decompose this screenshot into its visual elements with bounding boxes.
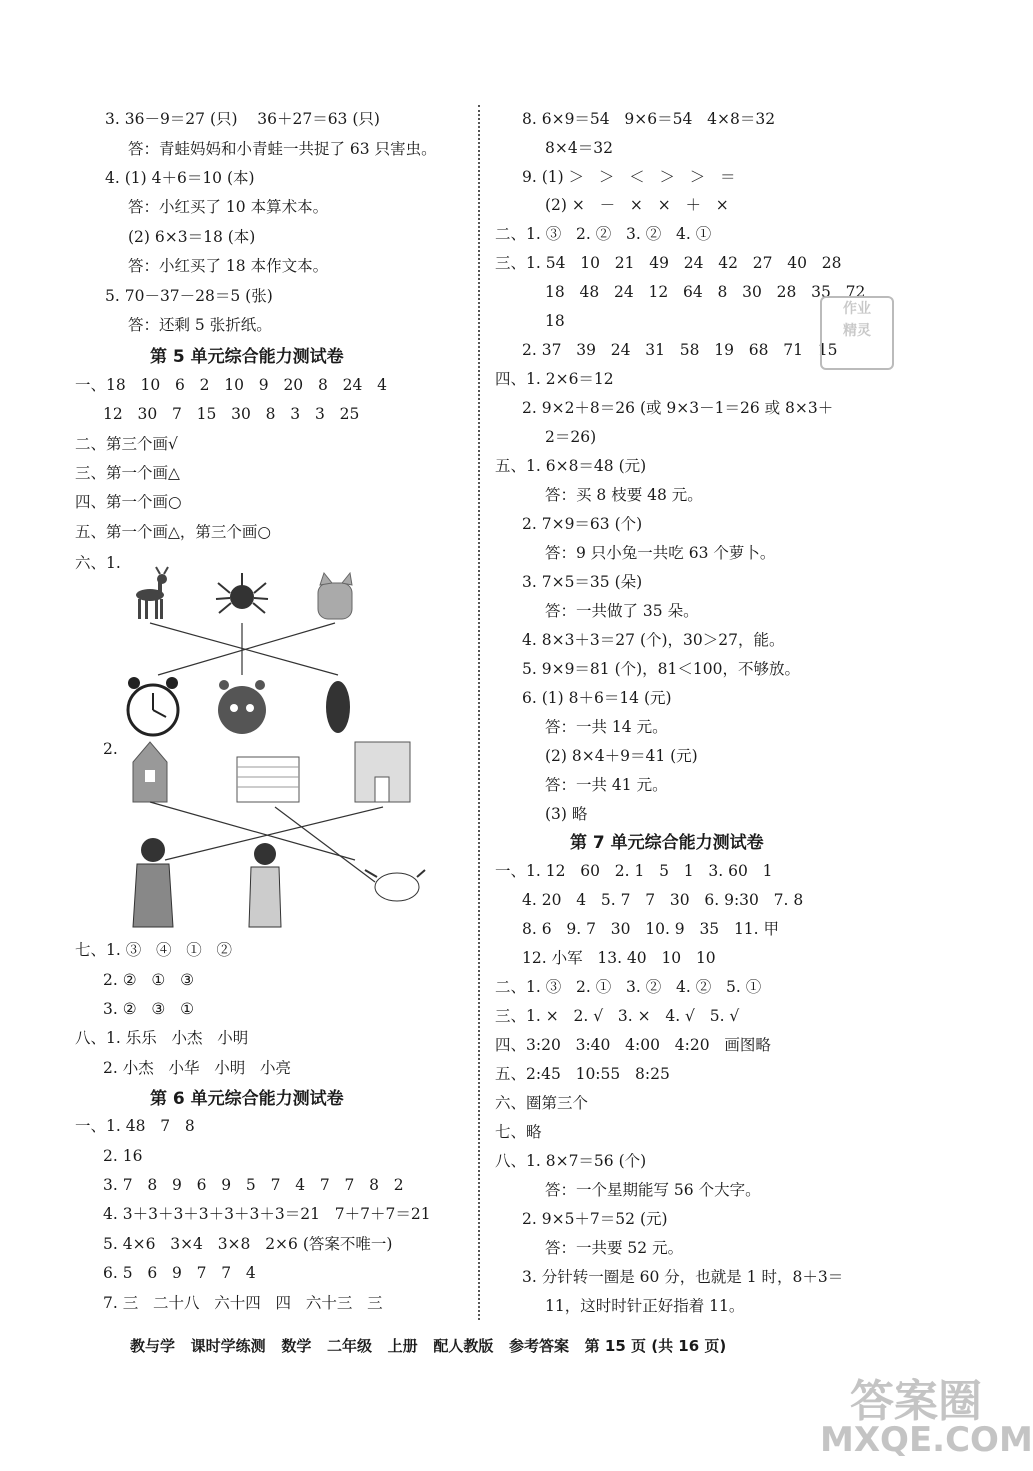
answer-line: 5. 70－37－28＝5 (张) — [105, 287, 273, 305]
answer-line: 4. 8×3＋3＝27 (个)，30＞27，能。 — [522, 631, 785, 649]
page-footer: 教与学 课时学练测 数学 二年级 上册 配人教版 参考答案 第 15 页 (共 16 页) — [130, 1337, 727, 1355]
matching-figure-1 — [120, 565, 370, 740]
answer-line: 答：小红买了 18 本作文本。 — [128, 257, 329, 275]
answer-line: 12. 小军 13. 40 10 10 — [522, 949, 716, 967]
answer-line: 三、1. 54 10 21 49 24 42 27 40 28 — [495, 254, 842, 272]
cat-icon — [318, 573, 352, 619]
answer-line: 11，这时时针正好指着 11。 — [545, 1297, 745, 1315]
section-heading: 第 5 单元综合能力测试卷 — [150, 347, 344, 367]
answer-line: 五、2:45 10:55 8:25 — [495, 1065, 670, 1083]
answer-line: 答：小红买了 10 本算术本。 — [128, 198, 329, 216]
girl-icon — [133, 838, 173, 927]
answer-line: 3. 7×5＝35 (朵) — [522, 573, 643, 591]
answer-line: 2. 7×9＝63 (个) — [522, 515, 643, 533]
answer-line: 答：9 只小兔一共吃 63 个萝卜。 — [545, 544, 776, 562]
answer-line: 答：还剩 5 张折纸。 — [128, 316, 272, 334]
answer-line: 三、1. × 2. √ 3. × 4. √ 5. √ — [495, 1007, 740, 1025]
answer-line: 2. 16 — [103, 1147, 143, 1165]
answer-line: 答：青蛙妈妈和小青蛙一共捉了 63 只害虫。 — [128, 140, 437, 158]
answer-line: 18 48 24 12 64 8 30 28 35 72 — [545, 283, 866, 301]
bird-icon — [365, 870, 425, 901]
answer-line: 七、略 — [495, 1123, 542, 1141]
answer-line: 八、1. 8×7＝56 (个) — [495, 1152, 647, 1170]
column-divider — [478, 105, 480, 1320]
answer-line: 2. 37 39 24 31 58 19 68 71 15 — [522, 341, 838, 359]
section-heading: 第 6 单元综合能力测试卷 — [150, 1089, 344, 1109]
stamp-top-text: 作业 — [843, 301, 871, 317]
round-clock-icon — [218, 680, 266, 734]
answer-line: 答：一共做了 35 朵。 — [545, 602, 699, 620]
alarm-clock-icon — [128, 677, 178, 735]
answer-line: (3) 略 — [545, 805, 588, 823]
answer-line: (2) 6×3＝18 (本) — [128, 228, 256, 246]
answer-line: 答：一共 41 元。 — [545, 776, 668, 794]
answer-line: 六、圈第三个 — [495, 1094, 589, 1112]
answer-line: 3. 36－9＝27 (只) 36＋27＝63 (只) — [105, 110, 380, 128]
answer-line: 一、1. 48 7 8 — [75, 1117, 195, 1135]
answer-line: 2. 小杰 小华 小明 小亮 — [103, 1059, 292, 1077]
answer-line: 5. 4×6 3×4 3×8 2×6 (答案不唯一) — [103, 1235, 393, 1253]
answer-line: (2) 8×4＋9＝41 (元) — [545, 747, 698, 765]
watermark-logo: 答案圈 — [850, 1376, 982, 1427]
answer-line: 2. ② ① ③ — [103, 971, 194, 989]
section-heading: 第 7 单元综合能力测试卷 — [570, 833, 764, 853]
answer-line: 四、3:20 3:40 4:00 4:20 画图略 — [495, 1036, 771, 1054]
answer-line: 6. 5 6 9 7 7 4 — [103, 1264, 256, 1282]
answer-line: 2. — [103, 740, 118, 758]
answer-line: 六、1. — [75, 554, 121, 572]
answer-line: 答：一共要 52 元。 — [545, 1239, 684, 1257]
answer-line: 五、1. 6×8＝48 (元) — [495, 457, 647, 475]
answer-line: 四、1. 2×6＝12 — [495, 370, 614, 388]
answer-line: 5. 9×9＝81 (个)，81＜100，不够放。 — [522, 660, 800, 678]
answer-line: 二、1. ③ 2. ② 3. ② 4. ① — [495, 225, 712, 243]
answer-line: 6. (1) 8＋6＝14 (元) — [522, 689, 672, 707]
answer-line: 3. 分针转一圈是 60 分，也就是 1 时，8＋3＝ — [522, 1268, 844, 1286]
answer-line: 8. 6×9＝54 9×6＝54 4×8＝32 — [522, 110, 776, 128]
gate-icon — [355, 742, 410, 802]
answer-line: 8. 6 9. 7 30 10. 9 35 11. 甲 — [522, 920, 780, 938]
answer-line: 2. 9×5＋7＝52 (元) — [522, 1210, 668, 1228]
answer-line: 八、1. 乐乐 小杰 小明 — [75, 1029, 249, 1047]
answer-line: 4. 3＋3＋3＋3＋3＋3＋3＝21 7＋7＋7＝21 — [103, 1205, 431, 1223]
answer-line: 答：一共 14 元。 — [545, 718, 668, 736]
answer-line: 答：买 8 枝要 48 元。 — [545, 486, 703, 504]
answer-line: 2＝26) — [545, 428, 597, 446]
answer-line: 7. 三 二十八 六十四 四 六十三 三 — [103, 1294, 383, 1312]
answer-line: 12 30 7 15 30 8 3 3 25 — [103, 405, 360, 423]
answer-line: 8×4＝32 — [545, 139, 613, 157]
answer-line: 答：一个星期能写 56 个大字。 — [545, 1181, 761, 1199]
boy-icon — [249, 843, 281, 927]
answer-line: 五、第一个画△，第三个画○ — [75, 523, 271, 541]
spider-icon — [216, 573, 268, 613]
matching-figure-2 — [125, 742, 425, 942]
answer-line: 3. 7 8 9 6 9 5 7 4 7 7 8 2 — [103, 1176, 404, 1194]
answer-line: 七、1. ③ ④ ① ② — [75, 941, 233, 959]
answer-line: 2. 9×2＋8＝26 (或 9×3－1＝26 或 8×3＋ — [522, 399, 834, 417]
brick-wall-icon — [237, 757, 299, 802]
answer-line: 三、第一个画△ — [75, 464, 180, 482]
cocoon-icon — [326, 681, 350, 733]
answer-line: 四、第一个画○ — [75, 493, 182, 511]
deer-icon — [136, 567, 168, 619]
answer-line: 4. (1) 4＋6＝10 (本) — [105, 169, 255, 187]
answer-line: 3. ② ③ ① — [103, 1000, 194, 1018]
answer-line: 一、1. 12 60 2. 1 5 1 3. 60 1 — [495, 862, 773, 880]
answer-line: (2) × － × × ＋ × — [545, 196, 729, 214]
house-icon — [133, 742, 167, 802]
watermark-stamp — [820, 296, 894, 370]
answer-line: 一、18 10 6 2 10 9 20 8 24 4 — [75, 376, 387, 394]
answer-line: 二、第三个画√ — [75, 435, 178, 453]
watermark-site: MXQE.COM — [820, 1420, 1033, 1460]
stamp-mid-text: 精灵 — [843, 323, 871, 339]
answer-line: 二、1. ③ 2. ① 3. ② 4. ② 5. ① — [495, 978, 762, 996]
answer-line: 18 — [545, 312, 565, 330]
answer-line: 4. 20 4 5. 7 7 30 6. 9:30 7. 8 — [522, 891, 804, 909]
answer-line: 9. (1) ＞ ＞ ＜ ＞ ＞ ＝ — [522, 168, 736, 186]
